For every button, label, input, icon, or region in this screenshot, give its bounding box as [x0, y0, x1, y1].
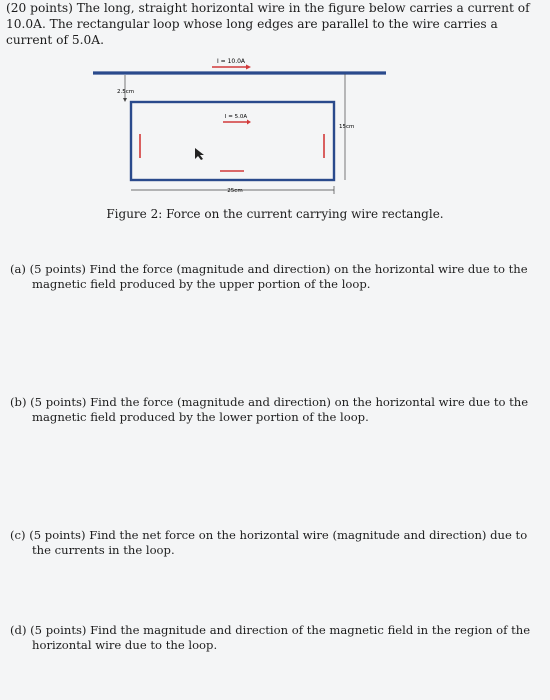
mouse-pointer-icon: [195, 148, 204, 160]
question-a: (a) (5 points) Find the force (magnitude and direction) on the horizontal wire due to the magnetic field produced by the upper portion of the loop.: [10, 262, 528, 291]
loop-current-label: I = 5.0A: [224, 114, 248, 120]
loop-current-arrowhead-top: [247, 120, 251, 125]
question-c: (c) (5 points) Find the net force on the horizontal wire (magnitude and direction) due to the currents in the loop.: [10, 528, 528, 557]
gap-dimension-arrowhead: [123, 98, 127, 102]
gap-label: 2.5cm: [117, 89, 135, 95]
wire-current-label: I = 10.0A: [216, 58, 246, 65]
problem-statement: (20 points) The long, straight horizontal wire in the figure below carries a current of 10.0A. The rectangular loop whose long edges are parallel to the wire carries a current of 5.0A.: [6, 1, 530, 47]
question-b: (b) (5 points) Find the force (magnitude and direction) on the horizontal wire due to the magnetic field produced by the lower portion of the loop.: [10, 395, 529, 424]
wire-loop-figure: [0, 52, 550, 202]
figure-caption: Figure 2: Force on the current carrying wire rectangle.: [106, 207, 444, 221]
height-label: 15cm: [339, 124, 355, 130]
width-label: 25cm: [227, 188, 243, 194]
question-d: (d) (5 points) Find the magnitude and direction of the magnetic field in the region of the horizontal wire due to the loop.: [10, 623, 531, 652]
wire-current-arrowhead: [246, 65, 251, 70]
